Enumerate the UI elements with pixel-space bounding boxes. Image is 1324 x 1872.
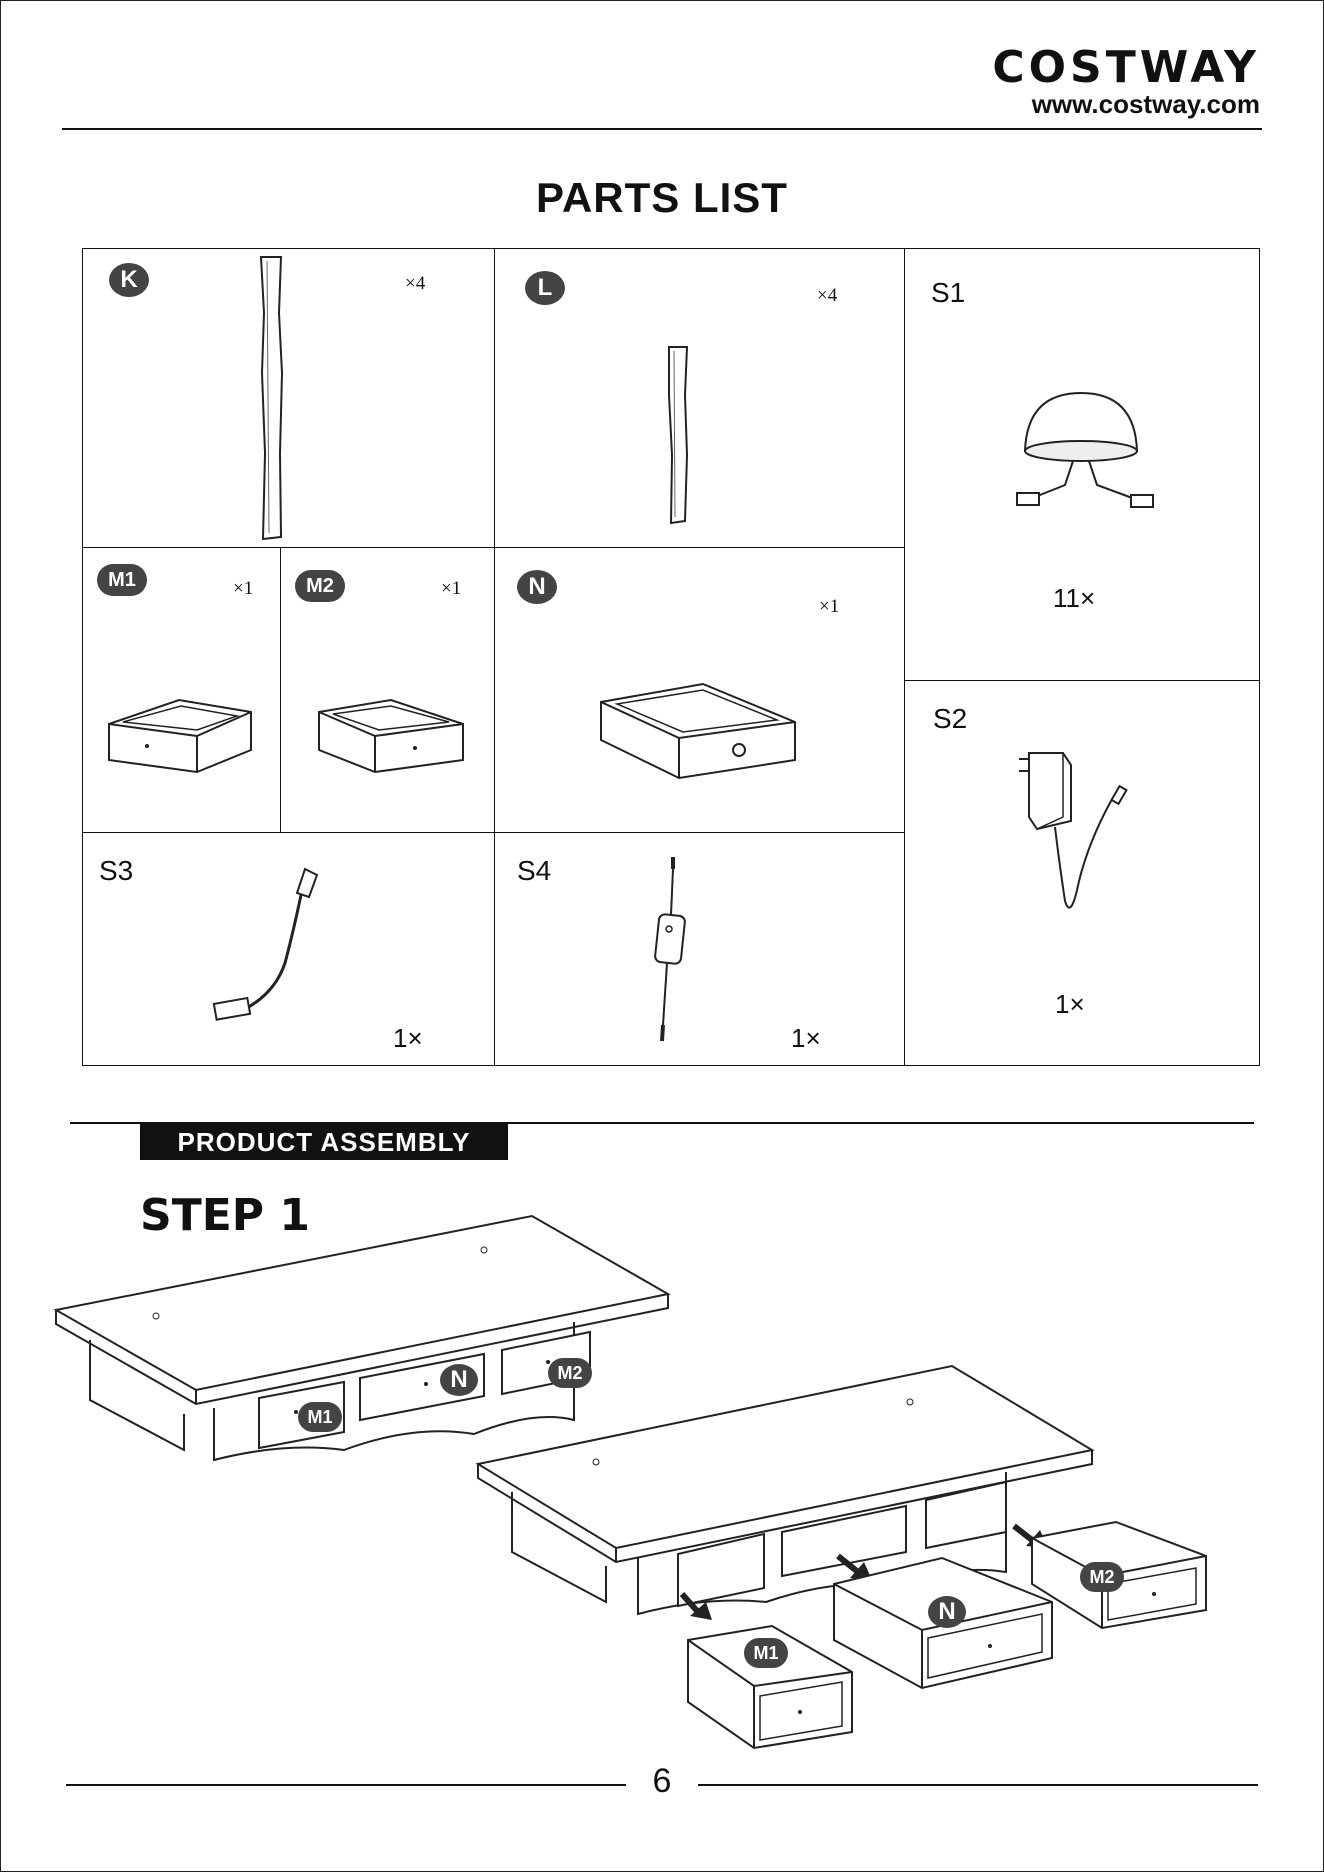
drawer-part-icon xyxy=(317,698,467,798)
footer-divider-left xyxy=(66,1784,626,1786)
part-cell-n xyxy=(494,547,905,833)
footer-divider-right xyxy=(698,1784,1258,1786)
product-assembly-heading: PRODUCT ASSEMBLY xyxy=(140,1124,508,1160)
assembly-label-m2: M2 xyxy=(548,1358,592,1388)
part-badge-k: K xyxy=(109,263,149,297)
assembly-label-n: N xyxy=(440,1364,478,1396)
part-cell-s1 xyxy=(904,248,1260,681)
assembly-label-m1: M1 xyxy=(298,1402,342,1432)
part-cell-s2 xyxy=(904,680,1260,1066)
part-badge-m2: M2 xyxy=(295,570,345,602)
part-qty-m1: ×1 xyxy=(233,578,254,599)
page-number: 6 xyxy=(652,1762,672,1800)
part-cell-s3 xyxy=(82,832,495,1066)
parts-list-title: PARTS LIST xyxy=(536,174,788,221)
part-badge-m1: M1 xyxy=(97,564,147,596)
part-cell-m1 xyxy=(82,547,281,833)
part-code-s1: S1 xyxy=(931,277,966,308)
part-cell-l xyxy=(494,248,905,548)
part-code-s4: S4 xyxy=(517,855,552,886)
header-divider xyxy=(62,128,1262,130)
power-adapter-icon xyxy=(1015,751,1145,921)
part-code-s2: S2 xyxy=(933,703,968,734)
part-cell-m2 xyxy=(280,547,495,833)
part-qty-s4: 1× xyxy=(791,1023,821,1053)
brand-logo xyxy=(992,42,1260,119)
leg-part-icon xyxy=(663,345,693,525)
part-qty-k: ×4 xyxy=(405,273,426,294)
light-bulb-icon xyxy=(1015,389,1175,539)
part-badge-n: N xyxy=(517,570,557,604)
drawer-part-icon xyxy=(107,698,257,798)
part-code-s3: S3 xyxy=(99,855,134,886)
part-cell-s4 xyxy=(494,832,905,1066)
part-qty-s1: 11× xyxy=(1053,583,1096,613)
part-qty-l: ×4 xyxy=(817,285,838,306)
step-1-title: STEP 1 xyxy=(140,1190,310,1241)
part-qty-n: ×1 xyxy=(819,596,840,617)
part-qty-s2: 1× xyxy=(1055,989,1085,1019)
drawer-label-n: N xyxy=(928,1596,966,1628)
part-qty-s3: 1× xyxy=(393,1023,423,1053)
part-badge-l: L xyxy=(525,271,565,305)
drawer-label-m1: M1 xyxy=(744,1638,788,1668)
parts-list-table xyxy=(82,248,1260,1066)
brand-url: www.costway.com xyxy=(1031,89,1260,119)
connector-cable-icon xyxy=(201,863,351,1043)
leg-part-icon xyxy=(253,253,293,543)
part-cell-k xyxy=(82,248,495,548)
brand-name: COSTWAY xyxy=(992,42,1260,93)
part-qty-m2: ×1 xyxy=(441,578,462,599)
drawer-label-m2: M2 xyxy=(1080,1562,1124,1592)
switch-cable-icon xyxy=(643,855,703,1055)
drawer-part-icon xyxy=(599,682,799,802)
